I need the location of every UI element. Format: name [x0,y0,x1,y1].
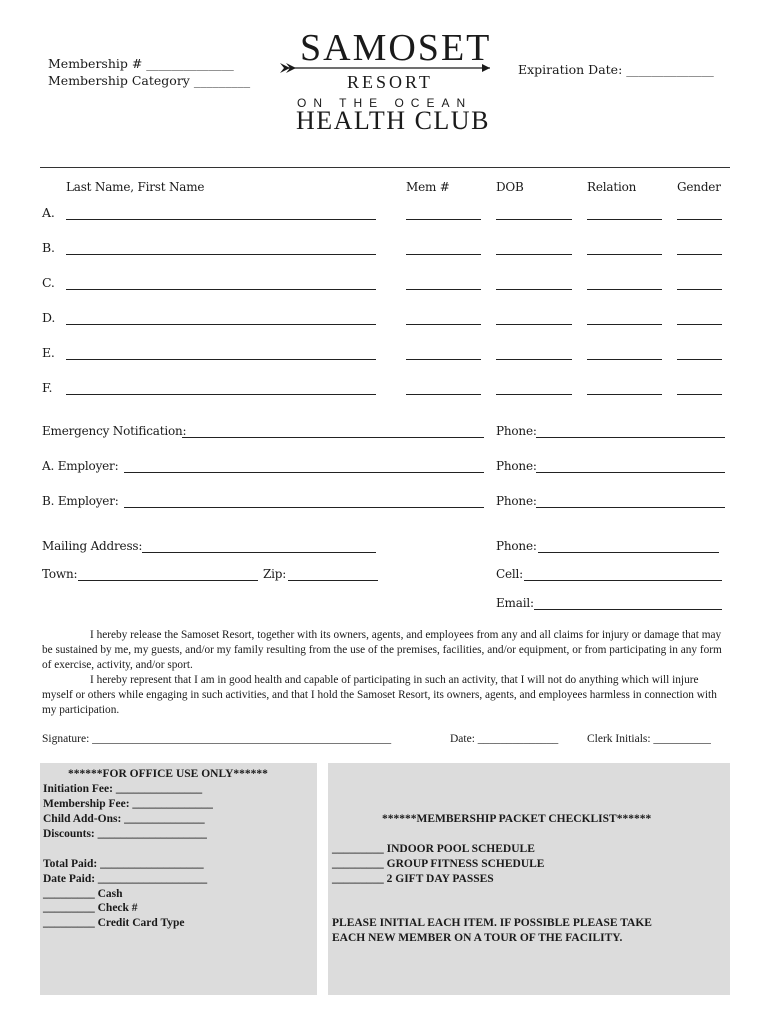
employer-b-phone-label: Phone: [496,494,537,508]
mem-number-field[interactable] [406,324,481,325]
date-paid-field[interactable]: Date Paid: ___________________ [43,873,208,885]
relation-field[interactable] [587,359,662,360]
expiration-date-field[interactable]: Expiration Date: ______________ [518,62,714,77]
check-field[interactable]: _________ Check # [43,902,138,914]
gender-field[interactable] [677,219,722,220]
office-use-title: ******FOR OFFICE USE ONLY****** [68,768,268,780]
logo-on-the-ocean-text: ON THE OCEAN [297,96,473,110]
membership-fee-field[interactable]: Membership Fee: ______________ [43,798,213,810]
emergency-phone-label: Phone: [496,424,537,438]
dob-field[interactable] [496,219,572,220]
gender-field[interactable] [677,254,722,255]
town-label: Town: [42,567,78,581]
dob-field[interactable] [496,394,572,395]
mailing-address-label: Mailing Address: [42,539,143,553]
clerk-initials-field[interactable]: Clerk Initials: __________ [587,733,711,745]
employer-a-phone-field[interactable] [536,472,725,473]
logo-samoset-text: SAMOSET [300,27,492,69]
employer-a-label: A. Employer: [42,459,119,473]
email-field[interactable] [534,609,722,610]
discounts-field[interactable]: Discounts: ___________________ [43,828,207,840]
checklist-title: ******MEMBERSHIP PACKET CHECKLIST****** [382,813,652,825]
gender-field[interactable] [677,394,722,395]
col-header-dob: DOB [496,180,524,194]
col-header-name: Last Name, First Name [66,180,205,194]
employer-b-label: B. Employer: [42,494,119,508]
relation-field[interactable] [587,324,662,325]
dob-field[interactable] [496,254,572,255]
signature-field[interactable]: Signature: ____________________________________________________ [42,733,392,745]
gender-field[interactable] [677,289,722,290]
emergency-notification-label: Emergency Notification: [42,424,187,438]
row-letter: E. [42,345,55,360]
name-field[interactable] [66,289,376,290]
mem-number-field[interactable] [406,289,481,290]
zip-label: Zip: [263,567,287,581]
employer-b-phone-field[interactable] [536,507,725,508]
relation-field[interactable] [587,219,662,220]
release-waiver-text [42,628,732,718]
checklist-item-passes[interactable]: _________ 2 GIFT DAY PASSES [332,873,494,885]
credit-card-field[interactable]: _________ Credit Card Type [43,917,185,929]
header-divider [40,167,730,168]
name-field[interactable] [66,394,376,395]
row-letter: C. [42,275,55,290]
initiation-fee-field[interactable]: Initiation Fee: _______________ [43,783,203,795]
total-paid-field[interactable]: Total Paid: __________________ [43,858,204,870]
relation-field[interactable] [587,394,662,395]
emergency-notification-field[interactable] [182,437,484,438]
gender-field[interactable] [677,324,722,325]
row-letter: F. [42,380,53,395]
town-field[interactable] [78,580,258,581]
mem-number-field[interactable] [406,254,481,255]
dob-field[interactable] [496,359,572,360]
name-field[interactable] [66,219,376,220]
logo-resort-text: RESORT [347,72,433,92]
checklist-item-fitness[interactable]: _________ GROUP FITNESS SCHEDULE [332,858,545,870]
cell-label: Cell: [496,567,524,581]
dob-field[interactable] [496,289,572,290]
cash-field[interactable]: _________ Cash [43,888,123,900]
mem-number-field[interactable] [406,219,481,220]
gender-field[interactable] [677,359,722,360]
col-header-relation: Relation [587,180,637,194]
col-header-gender: Gender [677,180,721,194]
dob-field[interactable] [496,324,572,325]
row-letter: A. [42,205,55,220]
employer-a-phone-label: Phone: [496,459,537,473]
health-paragraph: I hereby represent that I am in good health and capable of participating in such an activity, that I will not do anything which will injure myself or others while engaging in such activities, and that I hold the Samoset Resort, its owners, agents, and employees harmless in connection with my participation. [42,674,717,716]
name-field[interactable] [66,254,376,255]
email-label: Email: [496,596,534,610]
checklist-note-line1: PLEASE INITIAL EACH ITEM. IF POSSIBLE PLEASE TAKE [332,917,652,929]
checklist-item-pool[interactable]: _________ INDOOR POOL SCHEDULE [332,843,535,855]
zip-field[interactable] [288,580,378,581]
emergency-phone-field[interactable] [536,437,725,438]
logo-health-club-text: HEALTH CLUB [296,106,490,135]
checklist-note-line2: EACH NEW MEMBER ON A TOUR OF THE FACILITY. [332,932,623,944]
home-phone-label: Phone: [496,539,537,553]
row-letter: B. [42,240,55,255]
col-header-mem: Mem # [406,180,450,194]
mem-number-field[interactable] [406,394,481,395]
membership-number-field[interactable]: Membership # ______________ [48,56,234,71]
employer-a-field[interactable] [124,472,484,473]
home-phone-field[interactable] [538,552,719,553]
relation-field[interactable] [587,289,662,290]
employer-b-field[interactable] [124,507,484,508]
release-paragraph: I hereby release the Samoset Resort, together with its owners, agents, and employees from any and all claims for injury or damage that may be sustained by me, my guests, and/or my family resulting from the use of the premises, facilities, and/or equipment, or from participating in any form of exercise, activity, and/or sport. [42,629,722,671]
name-field[interactable] [66,324,376,325]
row-letter: D. [42,310,56,325]
name-field[interactable] [66,359,376,360]
child-add-ons-field[interactable]: Child Add-Ons: ______________ [43,813,205,825]
cell-field[interactable] [524,580,722,581]
mailing-address-field[interactable] [142,552,376,553]
signature-date-field[interactable]: Date: ______________ [450,733,559,745]
relation-field[interactable] [587,254,662,255]
membership-category-field[interactable]: Membership Category _________ [48,73,251,88]
mem-number-field[interactable] [406,359,481,360]
